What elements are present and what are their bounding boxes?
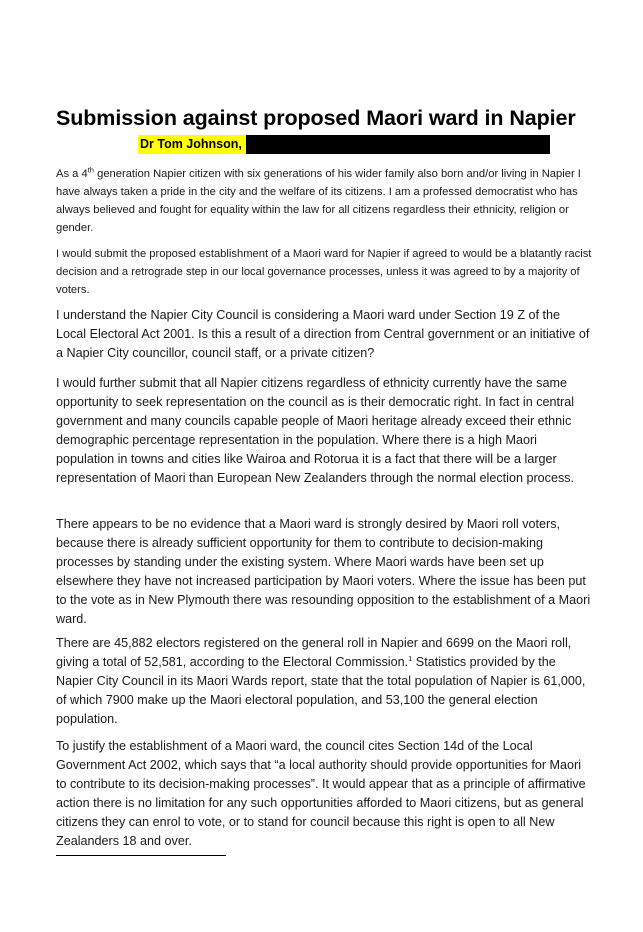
superscript-ordinal: th: [87, 165, 94, 175]
paragraph-electoral-statistics: [56, 634, 592, 729]
document-title: Submission against proposed Maori ward in Napier: [56, 106, 576, 130]
paragraph-intro: [56, 165, 592, 237]
author-name-highlight: Dr Tom Johnson,: [138, 135, 246, 154]
paragraph-text: As a 4: [56, 168, 88, 180]
paragraph-text: There are 45,882 electors registered on the general roll in Napier and 6699 on the Maori roll, giving a total of 52,581, according to the Electoral Commission.: [56, 636, 572, 669]
footnote-divider: [56, 855, 226, 856]
paragraph-no-evidence: There appears to be no evidence that a Maori ward is strongly desired by Maori roll voters, because there is already sufficient opportunity for them to contribute to decision-making processes by standing under the existing system. Where Maori wards have been set up elsewhere they have not increased participation by Maori voters. Where the issue has been put to the vote as in New Plymouth there was resounding opposition to the establishment of a Maori ward.: [56, 517, 591, 626]
redaction-bar: [246, 135, 550, 154]
footnote-reference[interactable]: 1: [408, 653, 413, 663]
paragraph-submission: I would submit the proposed establishment of a Maori ward for Napier if agreed to would be a blatantly racist decision and a retrograde step in our local governance processes, unless it was agreed to by a majority of voters.: [56, 248, 592, 296]
paragraph-text: generation Napier citizen with six generations of his wider family also born and/or living in Napier I have always taken a pride in the city and the welfare of its citizens. I am a professed democratist who has always believed and fought for equality within the law for all citizens regardless their ethnicity, religion or gender.: [56, 168, 581, 234]
paragraph-text: Statistics provided by the Napier City Council in its Maori Wards report, state that the total population of Napier is 61,000, of which 7900 make up the Maori electoral population, and 53,100 the general election population.: [56, 655, 586, 726]
paragraph-section-19z: I understand the Napier City Council is considering a Maori ward under Section 19 Z of the Local Electoral Act 2001. Is this a result of a direction from Central government or an initiative of a Napier City councillor, council staff, or a private citizen?: [56, 308, 590, 360]
paragraph-section-14d: To justify the establishment of a Maori ward, the council cites Section 14d of the Local Government Act 2002, which says that “a local authority should provide opportunities for Maori to contribute to its decision-making processes”. It would appear that as a principle of affirmative action there is no limitation for any such opportunities afforded to Maori citizens, but as general citizens they can enrol to vote, or to stand for council because this right is open to all New Zealanders 18 and over.: [56, 739, 586, 848]
author-line: [138, 135, 550, 154]
paragraph-equal-opportunity: I would further submit that all Napier citizens regardless of ethnicity currently have the same opportunity to seek representation on the council as is their democratic right. In fact in central government and many councils capable people of Maori heritage already exceed their ethnic demographic percentage representation in the population. Where there is a high Maori population in towns and cities like Wairoa and Rotorua it is a fact that there will be a larger representation of Maori than European New Zealanders through the normal election process.: [56, 376, 575, 485]
